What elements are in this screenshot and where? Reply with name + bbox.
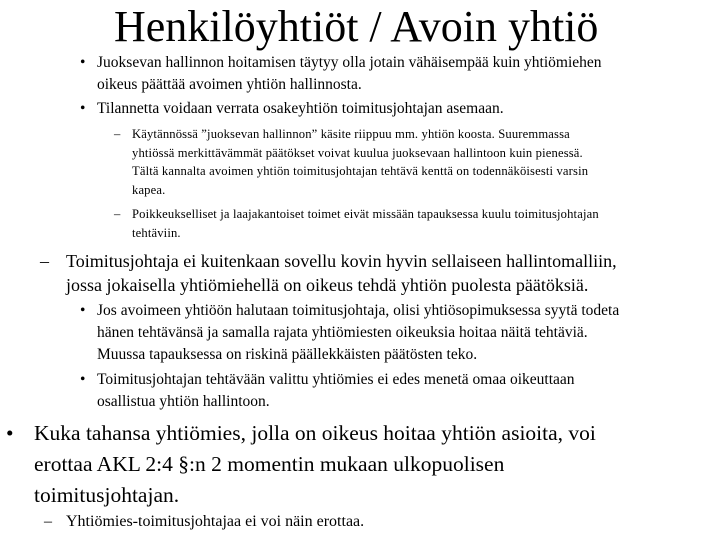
- sub-dash-text-line: kapea.: [132, 182, 166, 197]
- bullet-text-line: Jos avoimeen yhtiöön halutaan toimitusjohtaja, olisi yhtiösopimuksessa syytä todeta: [97, 302, 620, 319]
- bullet-marker: •: [80, 54, 86, 71]
- bullet-text-line: erottaa AKL 2:4 §:n 2 momentin mukaan ulkopuolisen: [34, 452, 505, 476]
- sub-dash-item: [114, 205, 714, 242]
- dash-marker: –: [44, 513, 52, 530]
- dash-marker: –: [114, 127, 121, 141]
- bullet-text-line: hänen tehtävänsä ja samalla rajata yhtiömiesten oikeuksia hoitaa näitä tehtäviä.: [97, 324, 588, 341]
- dash-marker: –: [40, 251, 49, 271]
- bullet-item-large: [6, 418, 716, 511]
- bullet-item: [80, 369, 710, 413]
- dash-text-line: jossa jokaisella yhtiömiehellä on oikeus tehdä yhtiön puolesta päätöksiä.: [66, 275, 589, 295]
- sub-dash-item: [114, 125, 714, 199]
- slide-title: Henkilöyhtiöt / Avoin yhtiö: [114, 2, 599, 51]
- bullet-text-line: Tilannetta voidaan verrata osakeyhtiön toimitusjohtajan asemaan.: [97, 100, 504, 117]
- bullet-text-line: Muussa tapauksessa on riskinä päällekkäisten päätösten teko.: [97, 346, 478, 363]
- sub-dash-text-line: tehtäviin.: [132, 225, 181, 240]
- bullet-marker: •: [80, 302, 86, 319]
- dash-text-line: Yhtiömies-toimitusjohtajaa ei voi näin erottaa.: [66, 513, 365, 530]
- bullet-marker: •: [80, 371, 86, 388]
- dash-item: [44, 511, 704, 533]
- bullet-item: [80, 98, 710, 120]
- dash-marker: –: [114, 207, 121, 221]
- bullet-text-line: osallistua yhtiön hallintoon.: [97, 393, 270, 410]
- dash-item: [40, 249, 710, 297]
- bullet-marker: •: [80, 100, 86, 117]
- bullet-text-line: Kuka tahansa yhtiömies, jolla on oikeus hoitaa yhtiön asioita, voi: [34, 421, 596, 445]
- bullet-marker: •: [6, 421, 14, 445]
- bullet-item: [80, 300, 710, 366]
- bullet-item: [80, 52, 710, 96]
- dash-text-line: Toimitusjohtaja ei kuitenkaan sovellu kovin hyvin sellaiseen hallintomalliin,: [66, 251, 617, 271]
- sub-dash-text-line: yhtiössä merkittävämmät päätökset voivat kuulua juoksevaan hallintoon kuin pienessä.: [132, 145, 583, 160]
- sub-dash-text-line: Tältä kannalta avoimen yhtiön toimitusjohtajan tehtävä kenttä on todennäköisesti varsin: [132, 164, 589, 179]
- bullet-text-line: oikeus päättää avoimen yhtiön hallinnosta.: [97, 76, 362, 93]
- bullet-text-line: toimitusjohtajan.: [34, 483, 180, 507]
- sub-dash-text-line: Poikkeukselliset ja laajakantoiset toimet eivät missään tapauksessa kuulu toimitusjohtajan: [132, 207, 599, 221]
- bullet-text-line: Juoksevan hallinnon hoitamisen täytyy olla jotain vähäisempää kuin yhtiömiehen: [97, 54, 602, 71]
- sub-dash-text-line: Käytännössä ”juoksevan hallinnon” käsite riippuu mm. yhtiön koosta. Suuremmassa: [132, 127, 570, 141]
- bullet-text-line: Toimitusjohtajan tehtävään valittu yhtiömies ei edes menetä omaa oikeuttaan: [97, 371, 575, 388]
